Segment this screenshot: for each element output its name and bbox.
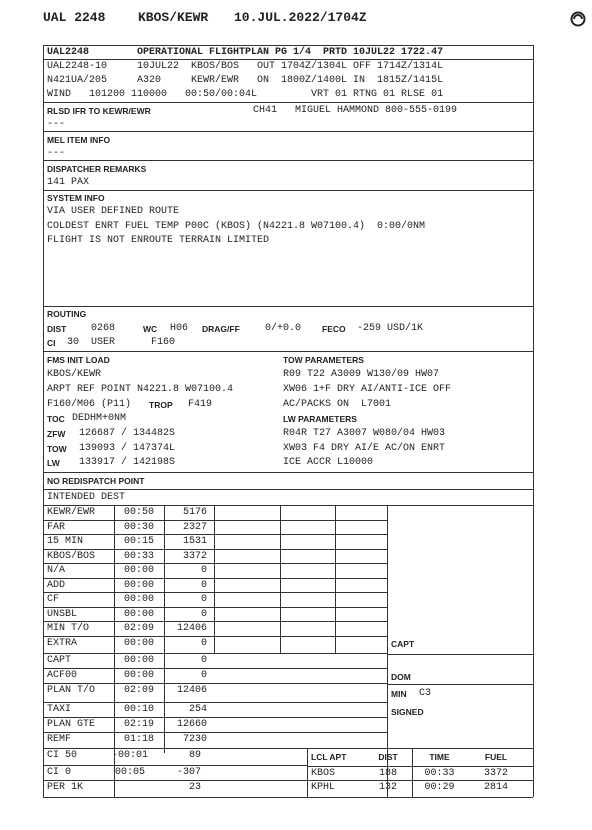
- fuel-table-title: INTENDED DEST: [47, 492, 126, 503]
- plan-line-2: UAL2248-10 10JUL22 KBOS/BOS OUT 1704Z/1304L OFF 1714Z/1314L: [47, 61, 444, 72]
- rlsd-dash: ---: [47, 119, 66, 130]
- fuel-row-time: 00:00: [123, 670, 154, 681]
- fms-line-3: F160/M06 (P11): [47, 399, 132, 410]
- min-label: MIN: [391, 689, 407, 699]
- fuel-row-fuel: 0: [200, 594, 207, 605]
- fuel-row-time: 00:00: [123, 565, 154, 576]
- lw-value: 133917 / 142198S: [79, 457, 176, 468]
- fuel-row-fuel: 12406: [176, 685, 207, 696]
- fuel-row-time: 00:10: [123, 704, 154, 715]
- fuel-row-time: 01:18: [123, 734, 154, 745]
- plan-title-line: UAL2248 OPERATIONAL FLIGHTPLAN PG 1/4 PRTD 10JUL22 1722.47: [47, 47, 444, 58]
- lcl-cell: 132: [378, 782, 397, 793]
- tow-label: TOW: [47, 444, 67, 454]
- fuel-row-fuel: 7230: [182, 734, 207, 745]
- fuel-row-fuel: 3372: [182, 551, 207, 562]
- fms-label: FMS INIT LOAD: [47, 355, 110, 365]
- fuel-row-name: MIN T/O: [47, 623, 90, 634]
- fuel-row-time: 02:19: [123, 719, 154, 730]
- signed-label: SIGNED: [391, 707, 424, 717]
- dom-label: DOM: [391, 672, 411, 682]
- feco-label: FECO: [322, 324, 346, 334]
- lcl-header-0: LCL APT: [311, 752, 347, 762]
- fuel-row-name: CAPT: [47, 655, 72, 666]
- lw-params-line-1: R04R T27 A3007 W080/04 HW03: [283, 428, 446, 439]
- ci-row-name: PER 1K: [47, 782, 84, 793]
- fuel-row-fuel: 0: [200, 580, 207, 591]
- fuel-row-name: UNSBL: [47, 609, 78, 620]
- system-line-1: VIA USER DEFINED ROUTE: [47, 206, 180, 217]
- ci-row-time: 00:05: [114, 767, 145, 778]
- lcl-cell: 3372: [483, 768, 508, 779]
- lcl-cell: KPHL: [311, 782, 336, 793]
- fuel-row-time: 00:00: [123, 655, 154, 666]
- feco-value: -259 USD/1K: [357, 323, 424, 334]
- trop-value: F419: [188, 399, 213, 410]
- trop-label: TROP: [149, 400, 173, 410]
- ci-row-time: -00:01: [111, 750, 148, 761]
- fuel-row-time: 00:00: [123, 609, 154, 620]
- fuel-row-name: KEWR/EWR: [47, 507, 96, 518]
- header-date: 10.JUL.2022/1704Z: [234, 10, 367, 25]
- fuel-row-name: EXTRA: [47, 638, 78, 649]
- system-label: SYSTEM INFO: [47, 193, 105, 203]
- fuel-row-fuel: 0: [200, 638, 207, 649]
- fuel-row-name: PLAN T/O: [47, 685, 96, 696]
- fuel-row-time: 00:00: [123, 580, 154, 591]
- plan-line-3: N421UA/205 A320 KEWR/EWR ON 1800Z/1400L IN 1815Z/1415L: [47, 75, 444, 86]
- lcl-cell: 188: [378, 768, 397, 779]
- lw-params-line-2: XW03 F4 DRY AI/E AC/ON ENRT: [283, 443, 446, 454]
- zfw-label: ZFW: [47, 429, 66, 439]
- tow-params-line-1: R09 T22 A3009 W130/09 HW07: [283, 369, 440, 380]
- ci-row-fuel: 23: [188, 782, 201, 793]
- ci-row-fuel: 89: [188, 750, 201, 761]
- fuel-row-time: 02:09: [123, 685, 154, 696]
- fuel-row-fuel: 5176: [182, 507, 207, 518]
- fuel-row-name: PLAN GTE: [47, 719, 96, 730]
- wc-label: WC: [143, 324, 158, 334]
- lcl-header-1: DIST: [378, 752, 398, 762]
- lcl-cell: 2814: [483, 782, 508, 793]
- fuel-row-name: ACF00: [47, 670, 78, 681]
- tow-params-label: TOW PARAMETERS: [283, 355, 364, 365]
- fuel-row-time: 00:00: [123, 594, 154, 605]
- fms-line-1: KBOS/KEWR: [47, 369, 102, 380]
- fuel-row-time: 00:00: [123, 638, 154, 649]
- dist-label: DIST: [47, 324, 67, 334]
- fuel-row-fuel: 12406: [176, 623, 207, 634]
- dist-value: 0268: [91, 323, 116, 334]
- drag-value: 0/+0.0: [265, 323, 302, 334]
- lcl-cell: 00:29: [424, 782, 455, 793]
- fuel-row-time: 00:15: [123, 536, 154, 547]
- header-flight: UAL 2248: [43, 10, 106, 25]
- mel-value: ---: [47, 148, 66, 159]
- system-line-3: FLIGHT IS NOT ENROUTE TERRAIN LIMITED: [47, 235, 270, 246]
- lw-params-line-3: ICE ACCR L10000: [283, 457, 374, 468]
- fuel-row-name: REMF: [47, 734, 72, 745]
- lw-params-label: LW PARAMETERS: [283, 414, 357, 424]
- fuel-row-fuel: 2327: [182, 522, 207, 533]
- dispatcher-label: DISPATCHER REMARKS: [47, 164, 147, 174]
- lw-label: LW: [47, 458, 60, 468]
- fuel-row-time: 00:50: [123, 507, 154, 518]
- fuel-row-name: KBOS/BOS: [47, 551, 96, 562]
- ci-label: CI: [47, 338, 56, 348]
- fuel-row-fuel: 1531: [182, 536, 207, 547]
- ci-row-name: CI 0: [47, 767, 72, 778]
- fuel-row-time: 00:33: [123, 551, 154, 562]
- tow-value: 139093 / 147374L: [79, 443, 176, 454]
- header-route: KBOS/KEWR: [138, 10, 209, 25]
- mel-label: MEL ITEM INFO: [47, 135, 111, 145]
- fuel-row-fuel: 0: [200, 609, 207, 620]
- capt-signoff-label: CAPT: [391, 639, 415, 649]
- fuel-row-time: 00:30: [123, 522, 154, 533]
- routing-label: ROUTING: [47, 309, 87, 319]
- fuel-row-name: N/A: [47, 565, 66, 576]
- plan-line-4: WIND 101200 110000 00:50/00:04L VRT 01 RTNG 01 RLSE 01: [47, 89, 444, 100]
- fuel-row-fuel: 0: [200, 670, 207, 681]
- fms-line-2: ARPT REF POINT N4221.8 W07100.4: [47, 384, 234, 395]
- fuel-row-fuel: 0: [200, 655, 207, 666]
- rlsd-value: CH41 MIGUEL HAMMOND 800-555-0199: [253, 105, 458, 116]
- dispatcher-value: 141 PAX: [47, 177, 90, 188]
- fuel-row-name: ADD: [47, 580, 66, 591]
- lcl-header-2: TIME: [429, 752, 450, 762]
- zfw-value: 126687 / 134482S: [79, 428, 176, 439]
- toc-label: TOC: [47, 414, 65, 424]
- min-value: C3: [419, 688, 432, 699]
- no-redispatch-label: NO REDISPATCH POINT: [47, 476, 145, 486]
- toc-value: DEDHM+0NM: [72, 413, 127, 424]
- fuel-row-name: TAXI: [47, 704, 72, 715]
- fuel-row-fuel: 254: [188, 704, 207, 715]
- fuel-row-name: FAR: [47, 522, 66, 533]
- tow-params-line-2: XW06 1+F DRY AI/ANTI-ICE OFF: [283, 384, 452, 395]
- ci-row-name: CI 50: [47, 750, 78, 761]
- fuel-row-time: 02:09: [123, 623, 154, 634]
- lcl-cell: 00:33: [424, 768, 455, 779]
- fuel-row-fuel: 12660: [176, 719, 207, 730]
- rlsd-label: RLSD IFR TO KEWR/EWR: [47, 106, 151, 116]
- fuel-row-name: 15 MIN: [47, 536, 84, 547]
- tow-params-line-3: AC/PACKS ON L7001: [283, 399, 392, 410]
- fuel-row-fuel: 0: [200, 565, 207, 576]
- fuel-row-name: CF: [47, 594, 60, 605]
- ci-row-fuel: -307: [176, 767, 201, 778]
- system-line-2: COLDEST ENRT FUEL TEMP P00C (KBOS) (N4221.8 W07100.4) 0:00/0NM: [47, 221, 426, 232]
- lcl-cell: KBOS: [311, 768, 336, 779]
- drag-label: DRAG/FF: [202, 324, 240, 334]
- logo-icon: [570, 11, 586, 27]
- lcl-header-3: FUEL: [484, 752, 508, 762]
- wc-value: H06: [170, 323, 189, 334]
- ci-value: 30 USER F160: [67, 337, 176, 348]
